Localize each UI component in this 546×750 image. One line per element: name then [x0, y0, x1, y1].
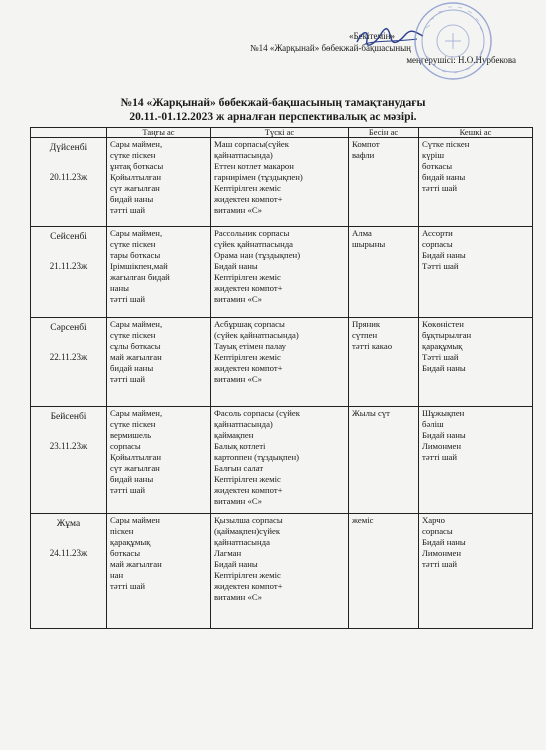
breakfast-item: Сары маймен — [110, 515, 160, 525]
lunch-item: сүйек қайнатпасында — [214, 239, 294, 249]
header-day — [31, 128, 107, 138]
breakfast-item: тәтті шай — [110, 374, 146, 384]
dinner-item: Көкөністен — [422, 319, 464, 329]
dinner-cell — [419, 138, 533, 227]
breakfast-item: сүтке піскен — [110, 239, 156, 249]
approval-line-3: меңгерушісі: Н.О.Нурбекова — [406, 55, 516, 65]
lunch-item: витамин «С» — [214, 496, 262, 506]
breakfast-item: бидай наны — [110, 363, 154, 373]
breakfast-cell — [107, 407, 211, 514]
lunch-item: қайнатпасында) — [214, 419, 273, 429]
snack-cell — [349, 318, 419, 407]
breakfast-item: сүт жағылған — [110, 183, 160, 193]
menu-table — [30, 127, 533, 629]
breakfast-item: Сары маймен, — [110, 408, 163, 418]
approval-line-1: «Бекітемін» — [349, 31, 395, 41]
lunch-item: Кептірілген жеміс — [214, 474, 281, 484]
dinner-item: Бидай наны — [422, 430, 466, 440]
breakfast-item: тары боткасы — [110, 250, 161, 260]
snack-item: Жылы сүт — [352, 408, 390, 418]
breakfast-item: сүтке піскен — [110, 419, 156, 429]
day-cell — [31, 407, 107, 514]
breakfast-item: қарақұмық — [110, 537, 151, 547]
table-row — [31, 318, 533, 407]
lunch-item: Бидай наны — [214, 559, 258, 569]
breakfast-item: бидай наны — [110, 474, 154, 484]
breakfast-item: сұлы боткасы — [110, 341, 161, 351]
lunch-item: Орама нан (тұздықпен) — [214, 250, 301, 260]
lunch-item: Тауық етімен палау — [214, 341, 286, 351]
lunch-item: Кептірілген жеміс — [214, 183, 281, 193]
dinner-item: Сүтке піскен — [422, 139, 470, 149]
snack-cell — [349, 407, 419, 514]
day-date: 23.11.23ж — [49, 441, 88, 451]
lunch-item: картоппен (тұздықпен) — [214, 452, 300, 462]
snack-item: тәтті какао — [352, 341, 393, 351]
lunch-item: қайнатпасында — [214, 537, 270, 547]
lunch-item: Фасоль сорпасы (сүйек — [214, 408, 301, 418]
breakfast-item: жағылған бидай — [110, 272, 170, 282]
lunch-item: Лагман — [214, 548, 242, 558]
lunch-item: жидектен компот+ — [214, 485, 283, 495]
lunch-item: Кептірілген жеміс — [214, 352, 281, 362]
breakfast-item: май жағылған — [110, 559, 162, 569]
lunch-item: жидектен компот+ — [214, 194, 283, 204]
lunch-cell — [211, 227, 349, 318]
day-name: Дүйсенбі — [49, 143, 88, 153]
breakfast-item: сүтке піскен — [110, 150, 156, 160]
breakfast-item: сүт жағылған — [110, 463, 160, 473]
breakfast-item: тәтті шай — [110, 581, 146, 591]
breakfast-item: Қойылтылған — [110, 172, 161, 182]
dinner-item: Ассорти — [422, 228, 453, 238]
dinner-item: Тәтті шай — [422, 261, 459, 271]
table-header-row — [31, 128, 533, 138]
snack-item: вафли — [352, 150, 375, 160]
breakfast-item: Қойылтылған — [110, 452, 161, 462]
header-breakfast: Таңғы ас — [107, 128, 211, 138]
lunch-item: Балық котлеті — [214, 441, 266, 451]
day-date: 24.11.23ж — [49, 548, 88, 558]
day-date: 20.11.23ж — [49, 172, 88, 182]
breakfast-item: піскен — [110, 526, 134, 536]
dinner-item: Бидай наны — [422, 250, 466, 260]
dinner-cell — [419, 407, 533, 514]
snack-cell — [349, 227, 419, 318]
lunch-item: (қаймақпен)сүйек — [214, 526, 281, 536]
lunch-item: Қызылша сорпасы — [214, 515, 283, 525]
header-snack: Бесін ас — [349, 128, 419, 138]
dinner-cell — [419, 318, 533, 407]
lunch-item: гарнирімен (тұздықпен) — [214, 172, 303, 182]
dinner-item: бұқтырылған — [422, 330, 472, 340]
lunch-item: Балғын салат — [214, 463, 264, 473]
document-title — [0, 96, 546, 124]
lunch-item: жидектен компот+ — [214, 363, 283, 373]
breakfast-item: тәтті шай — [110, 294, 146, 304]
dinner-item: Бидай наны — [422, 537, 466, 547]
lunch-item: қаймақпен — [214, 430, 254, 440]
breakfast-item: вермишель — [110, 430, 152, 440]
snack-item: Алма — [352, 228, 372, 238]
snack-item: жеміс — [352, 515, 374, 525]
snack-cell — [349, 138, 419, 227]
day-name: Сейсенбі — [50, 232, 87, 242]
dinner-item: тәтті шай — [422, 452, 458, 462]
approval-line-2: №14 «Жарқынай» бөбекжай-бақшасының — [250, 43, 411, 53]
dinner-item: тәтті шай — [422, 183, 458, 193]
lunch-cell — [211, 514, 349, 629]
breakfast-cell — [107, 227, 211, 318]
table-row — [31, 138, 533, 227]
title-line-1: №14 «Жарқынай» бөбекжай-бақшасының тамақтанудағы — [120, 97, 426, 109]
breakfast-item: нан — [110, 570, 124, 580]
lunch-item: Маш сорпасы(сүйек — [214, 139, 290, 149]
lunch-item: Бидай наны — [214, 261, 258, 271]
lunch-item: (сүйек қайнатпасында) — [214, 330, 299, 340]
breakfast-item: Сары маймен, — [110, 139, 163, 149]
official-stamp — [412, 0, 494, 82]
dinner-item: қарақұмық — [422, 341, 463, 351]
lunch-item: жидектен компот+ — [214, 581, 283, 591]
breakfast-cell — [107, 138, 211, 227]
lunch-item: Асбұршақ сорпасы — [214, 319, 285, 329]
day-name: Жұма — [56, 519, 81, 529]
lunch-item: қайнатпасында) — [214, 150, 273, 160]
dinner-item: бәліш — [422, 419, 444, 429]
dinner-item: сорпасы — [422, 526, 453, 536]
snack-item: сүтпен — [352, 330, 378, 340]
breakfast-item: сүтке піскен — [110, 330, 156, 340]
dinner-item: Шұжықпен — [422, 408, 465, 418]
lunch-item: Кептірілген жеміс — [214, 272, 281, 282]
dinner-item: Бидай наны — [422, 363, 466, 373]
header-dinner: Кешкі ас — [419, 128, 533, 138]
day-date: 22.11.23ж — [49, 352, 88, 362]
day-cell — [31, 318, 107, 407]
dinner-item: Лимонмен — [422, 441, 462, 451]
header-lunch: Түскі ас — [211, 128, 349, 138]
lunch-item: Рассольник сорпасы — [214, 228, 290, 238]
day-cell — [31, 138, 107, 227]
breakfast-item: Сары маймен, — [110, 319, 163, 329]
lunch-cell — [211, 318, 349, 407]
dinner-item: тәтті шай — [422, 559, 458, 569]
day-cell — [31, 227, 107, 318]
breakfast-item: бидай наны — [110, 194, 154, 204]
dinner-item: сорпасы — [422, 239, 453, 249]
breakfast-cell — [107, 514, 211, 629]
snack-item: Компот — [352, 139, 380, 149]
dinner-item: бидай наны — [422, 172, 466, 182]
breakfast-item: Ірімшікпен,май — [110, 261, 168, 271]
dinner-item: Лимонмен — [422, 548, 462, 558]
lunch-item: витамин «С» — [214, 374, 262, 384]
dinner-item: Харчо — [422, 515, 445, 525]
dinner-cell — [419, 514, 533, 629]
breakfast-item: боткасы — [110, 548, 141, 558]
lunch-cell — [211, 407, 349, 514]
breakfast-item: Сары маймен, — [110, 228, 163, 238]
snack-item: Пряник — [352, 319, 381, 329]
table-row — [31, 407, 533, 514]
lunch-item: витамин «С» — [214, 205, 262, 215]
snack-item: шырыны — [352, 239, 386, 249]
lunch-item: жидектен компот+ — [214, 283, 283, 293]
lunch-cell — [211, 138, 349, 227]
lunch-item: витамин «С» — [214, 592, 262, 602]
table-row — [31, 227, 533, 318]
breakfast-cell — [107, 318, 211, 407]
dinner-item: Тәтті шай — [422, 352, 459, 362]
day-name: Бейсенбі — [50, 412, 87, 422]
breakfast-item: сорпасы — [110, 441, 141, 451]
day-name: Сәрсенбі — [50, 323, 87, 333]
breakfast-item: ұнтақ боткасы — [110, 161, 164, 171]
title-line-2: 20.11.-01.12.2023 ж арналған перспективалық ас мәзірі. — [129, 111, 417, 123]
dinner-cell — [419, 227, 533, 318]
lunch-item: Еттен котлет макарон — [214, 161, 294, 171]
day-date: 21.11.23ж — [49, 261, 88, 271]
lunch-item: Кептірілген жеміс — [214, 570, 281, 580]
breakfast-item: май жағылған — [110, 352, 162, 362]
table-row — [31, 514, 533, 629]
breakfast-item: тәтті шай — [110, 205, 146, 215]
breakfast-item: наны — [110, 283, 129, 293]
dinner-item: күріш — [422, 150, 445, 160]
snack-cell — [349, 514, 419, 629]
breakfast-item: тәтті шай — [110, 485, 146, 495]
day-cell — [31, 514, 107, 629]
dinner-item: боткасы — [422, 161, 453, 171]
lunch-item: витамин «С» — [214, 294, 262, 304]
